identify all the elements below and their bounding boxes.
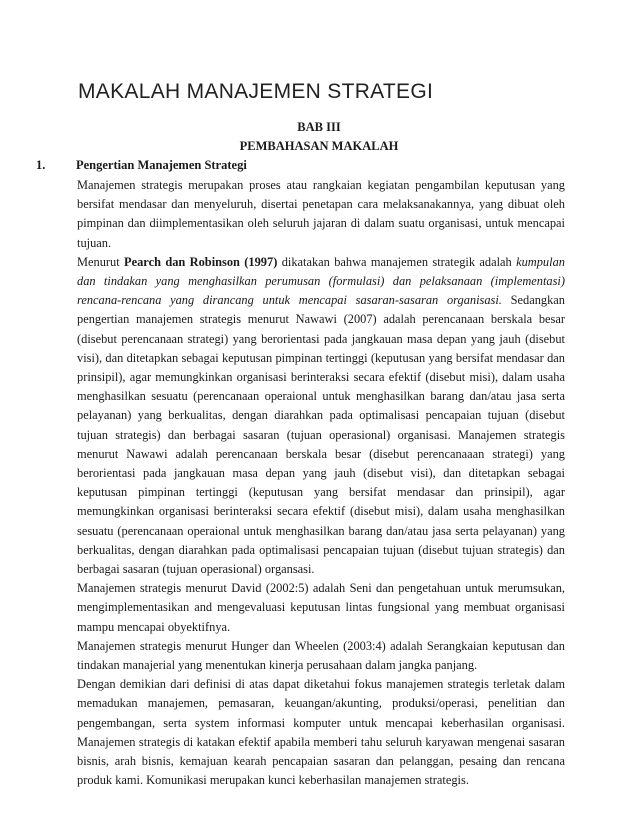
paragraph-hunger-wheelen: Manajemen strategis menurut Hunger dan Wheelen (2003:4) adalah Serangkaian keputusan dan tindakan manajerial yang menentukan kinerja perusahaan dalam jangka panjang. — [77, 638, 565, 673]
paragraph-rest: Sedangkan pengertian manajemen strategis menurut Nawawi (2007) adalah perencanaan berskala besar (disebut perencanaan strategi) yang berorientasi pada jangkauan masa depan yang jauh (disebut visi), dan ditetapkan sebagai keputusan pimpinan tertinggi (keputusan yang bersifat mendasar dan prinsipil), agar memungkinkan organisasi berinteraksi secara efektif (disebut misi), dalam usaha menghasilkan sesuatu (perencanaan operaional untuk menghasilkan barang dan/atau jasa serta pelayanan) yang berkualitas, dengan diarahkan pada optimalisasi pencapaian tujuan (disebut tujuan strategis) dan berbagai sasaran (tujuan operasional) organisasi. Manajemen strategis menurut Nawawi adalah perencanaan berskala besar (disebut perencanaaan strategi) yang berorientasi pada jangkauan masa depan yang jauh (disebut visi), dan ditetapkan sebagai keputusan pimpinan tertinggi (keputusan yang bersifat mendasar dan prinsipil), agar memungkinkan organisasi berinteraksi secara efektif (disebut misi), dalam usaha menghasilkan sesuatu (perencanaan operaional untuk menghasilkan barang dan/atau jasa serta pelayanan) yang berkualitas, dengan diarahkan pada optimalisasi pencapaian tujuan (disebut tujuan strategis) dan berbagai sasaran (tujuan operasional) organsasi. — [77, 293, 565, 577]
document-body — [77, 176, 565, 791]
italic-definition: kumpulan dan tindakan yang menghasilkan perumusan (formulasi) dan pelaksanaan (implementasi) rencana-rencana yang dirancang untuk mencapai sasaran-sasaran organisasi. — [77, 254, 565, 308]
document-title: MAKALAH MANAJEMEN STRATEGI — [78, 80, 434, 103]
section-heading — [36, 158, 247, 173]
paragraph-definition: Manajemen strategis merupakan proses atau rangkaian kegiatan pengambilan keputusan yang bersifat mendasar dan menyeluruh, disertai penetapan cara melaksanakannya, yang dibuat oleh pimpinan dan diimplementasikan oleh seluruh jajaran di dalam suatu organisasi, untuk mencapai tujuan. — [77, 178, 565, 250]
section-number: 1. — [36, 158, 46, 172]
paragraph-pearch-robinson — [77, 253, 565, 579]
paragraph-lead: Menurut — [77, 254, 120, 269]
section-title: Pengertian Manajemen Strategi — [76, 158, 247, 172]
paragraph-conclusion: Dengan demikian dari definisi di atas dapat diketahui fokus manajemen strategis terletak dalam memadukan manajemen, pemasaran, keuangan/akunting, produksi/operasi, penelitian dan pengembangan, serta system informasi komputer untuk mencapai keberhasilan organisasi. Manajemen strategis di katakan efektif apabila memberi tahu seluruh karyawan mengenai sasaran bisnis, arah bisnis, kemajuan kearah pencapaian sasaran dan pelanggan, pesaing dan rencana produk kami. Komunikasi merupakan kunci keberhasilan manajemen strategis. — [77, 677, 565, 788]
paragraph-mid: dikatakan bahwa manajemen strategik adalah — [281, 254, 512, 269]
paragraph-david: Manajemen strategis menurut David (2002:5) adalah Seni dan pengetahuan untuk merumsukan, mengimplementasikan and mengevaluasi keputusan lintas fungsional yang membuat organisasi mampu mencapai obyektifnya. — [77, 581, 565, 634]
chapter-title: PEMBAHASAN MAKALAH — [239, 139, 399, 153]
author-citation: Pearch dan Robinson (1997) — [124, 254, 278, 269]
chapter-heading: BAB III — [297, 120, 341, 134]
